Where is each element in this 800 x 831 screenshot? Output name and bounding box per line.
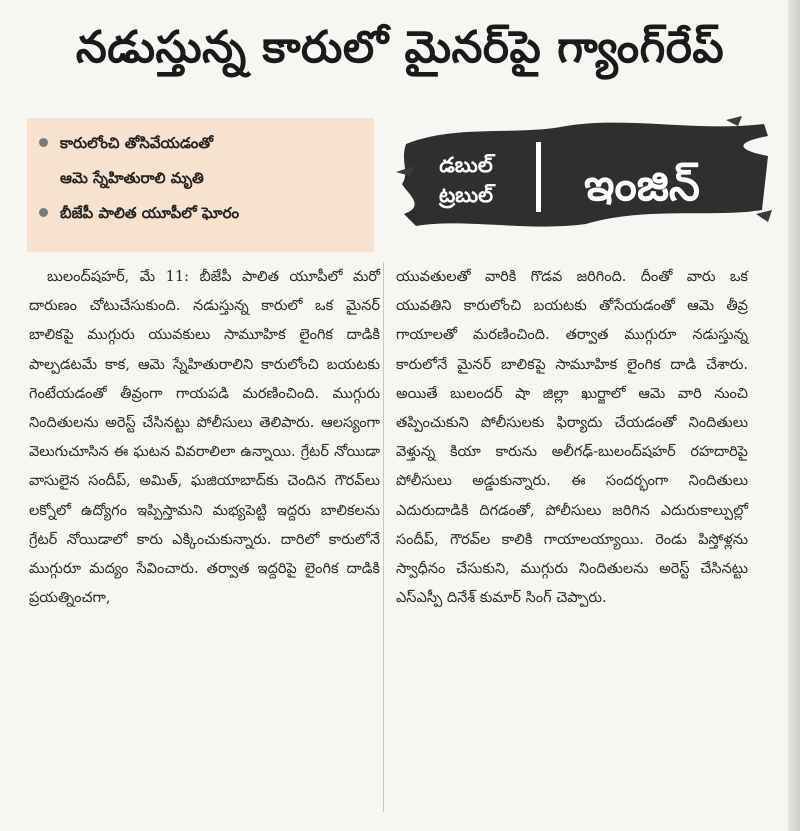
logo-divider bbox=[536, 142, 541, 212]
article-column-left bbox=[29, 263, 380, 613]
page-edge bbox=[788, 0, 800, 831]
bullet-icon bbox=[39, 208, 48, 217]
bullet-icon bbox=[39, 138, 48, 147]
highlight-item bbox=[39, 196, 364, 231]
logo-word-trouble: ట్రబుల్ bbox=[438, 183, 494, 207]
highlight-line: బీజేపీ పాలిత యూపీలో ఘోరం bbox=[60, 204, 240, 222]
highlight-line: కారులోంచి తోసివేయడంతో bbox=[60, 134, 213, 152]
article-column-right bbox=[396, 263, 748, 613]
column-divider bbox=[383, 262, 384, 812]
headline: నడుస్తున్న కారులో మైనర్‌పై గ్యాంగ్‌రేప్ bbox=[75, 22, 725, 73]
logo-word-engine: ఇంజిన్ bbox=[584, 160, 700, 211]
highlight-item bbox=[39, 126, 364, 196]
double-trouble-engine-logo bbox=[396, 114, 772, 234]
article-text-left: బులంద్‌షహర్‌, మే 11: బీజేపీ పాలిత యూపీలో మరో దారుణం చోటుచేసుకుంది. నడుస్తున్న కారులో ఒక మైనర్‌ బాలికపై ముగ్గురు యువకులు సామూహిక లైంగిక దాడికి పాల్పడటమే కాక, ఆమె స్నేహితురాలిని కారులోంచి బయటకు గెంటేయడంతో తీవ్రంగా గాయపడి మరణించింది. ముగ్గురు నిందితులను అరెస్ట్‌ చేసినట్టు పోలీసులు తెలిపారు. ఆలస్యంగా వెలుగుచూసిన ఈ ఘటన వివరాలిలా ఉన్నాయి. గ్రేటర్‌ నోయిడా వాసులైన సందీప్‌, అమిత్‌, ఘజియాబాద్‌కు చెందిన గౌరవ్‌లు లక్నోలో ఉద్యోగం ఇప్పిస్తామని మభ్యపెట్టి ఇద్దరు బాలికలను గ్రేటర్‌ నోయిడాలో కారు ఎక్కించుకున్నారు. దారిలో కారులోనే ముగ్గురూ మద్యం సేవించారు. తర్వాత ఇద్దరిపై లైంగిక దాడికి ప్రయత్నించగా, bbox=[29, 269, 380, 607]
logo-word-double: డబుల్ bbox=[439, 153, 493, 177]
highlights-box bbox=[27, 118, 374, 252]
article-text-right: యువతులతో వారికి గొడవ జరిగింది. దీంతో వారు ఒక యువతిని కారులోంచి బయటకు తోసేయడంతో ఆమె తీవ్ర గాయాలతో మరణించింది. తర్వాత ముగ్గురూ నడుస్తున్న కారులోనే మైనర్‌ బాలికపై సామూహిక లైంగిక దాడి చేశారు. అయితే బులందర్‌ షా జిల్లా ఖుర్జాలో ఆమె వారి నుంచి తప్పించుకుని పోలీసులకు ఫిర్యాదు చేయడంతో నిందితులు వెళ్తున్న కియా కారును అలీగఢ్‌-బులంద్‌షహర్‌ రహదారిపై పోలీసులు అడ్డుకున్నారు. ఈ సందర్భంగా నిందితులు ఎదురుదాడికి దిగడంతో, పోలీసులు జరిగిన ఎదురుకాల్పుల్లో సందీప్‌, గౌరవ్‌ల కాలికి గాయాలయ్యాయి. రెండు పిస్తోళ్లను స్వాధీనం చేసుకుని, ముగ్గురు నిందితులను అరెస్ట్‌ చేసినట్టు ఎస్‌ఎస్పీ దినేశ్‌ కుమార్‌ సింగ్‌ చెప్పారు. bbox=[396, 269, 748, 607]
highlight-line: ఆమె స్నేహితురాలి మృతి bbox=[60, 169, 204, 187]
